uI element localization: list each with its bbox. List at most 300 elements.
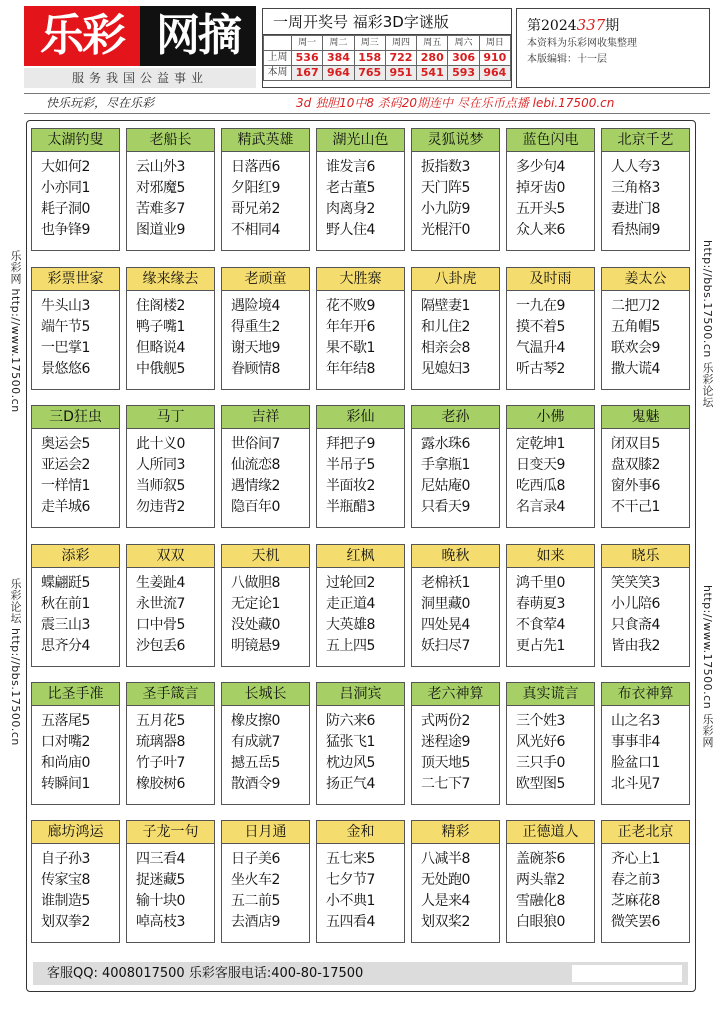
- side-text-right-top: http://bbs.17500.cn 乐彩论坛: [701, 240, 714, 408]
- cell-title: 鬼魅: [602, 406, 689, 429]
- cell-item: 去酒店9: [231, 914, 280, 930]
- cell-item: 野人住4: [326, 222, 375, 238]
- issue-prefix: 第2024: [527, 18, 577, 34]
- cell-title: 圣手箴言: [127, 683, 214, 706]
- cell-items: [602, 844, 689, 933]
- forecast-cell: [31, 128, 120, 251]
- forecast-cell: [31, 820, 120, 943]
- cell-item: 划双拳2: [41, 914, 90, 930]
- cell-item: 耗子洞0: [41, 201, 90, 217]
- cell-item: 无定论1: [231, 596, 280, 612]
- draw-day-2: 周三: [354, 36, 385, 51]
- cell-item: 秋在前1: [41, 596, 90, 612]
- cell-item: 看热闹9: [611, 222, 660, 238]
- cell-title: 精彩: [412, 821, 499, 844]
- cell-title: 双双: [127, 545, 214, 568]
- cell-item: 谁发言6: [326, 159, 375, 175]
- cell-item: 气温升4: [516, 340, 565, 356]
- cell-item: 吃西瓜8: [516, 478, 565, 494]
- draw-table: [263, 35, 511, 81]
- cell-item: 盘双膝2: [611, 457, 660, 473]
- cell-item: 夕阳红9: [231, 180, 280, 196]
- cell-item: 三只手0: [516, 755, 565, 771]
- cell-item: 也争锋9: [41, 222, 90, 238]
- cell-item: 日子美6: [231, 851, 280, 867]
- cell-item: 春之前3: [611, 872, 660, 888]
- draw-number: 167: [292, 66, 323, 81]
- cell-item: 没处藏0: [231, 617, 280, 633]
- cell-item: 窗外事6: [611, 478, 660, 494]
- footer-contact: 客服QQ: 4008017500 乐彩客服电话:400-80-17500: [47, 966, 364, 981]
- cell-item: 此十义0: [136, 436, 185, 452]
- forecast-cell: [506, 267, 595, 390]
- forecast-cell: [126, 405, 215, 528]
- cell-items: [32, 706, 119, 795]
- cell-items: [222, 706, 309, 795]
- forecast-cell: [601, 267, 690, 390]
- forecast-cell: [316, 820, 405, 943]
- cell-item: 对邪魔5: [136, 180, 185, 196]
- draw-number: 765: [354, 66, 385, 81]
- forecast-cell: [221, 544, 310, 667]
- tagline-right: 3d 独胆10中8 杀码20期连中 尽在乐币点播 lebi.17500.cn: [296, 96, 615, 110]
- cell-item: 橡皮擦0: [231, 713, 280, 729]
- cell-item: 蝶翩跹5: [41, 575, 90, 591]
- cell-title: 八卦虎: [412, 268, 499, 291]
- cell-title: 比圣手准: [32, 683, 119, 706]
- cell-item: 顶天地5: [421, 755, 470, 771]
- cell-item: 半吊子5: [326, 457, 375, 473]
- cell-item: 脸盆口1: [611, 755, 660, 771]
- cell-items: [507, 568, 594, 657]
- forecast-cell: [601, 128, 690, 251]
- cell-item: 大如何2: [41, 159, 90, 175]
- forecast-cell: [506, 682, 595, 805]
- cell-item: 小九防9: [421, 201, 470, 217]
- cell-items: [602, 152, 689, 241]
- forecast-cell: [601, 544, 690, 667]
- logo: [24, 6, 256, 66]
- cell-item: 日变天9: [516, 457, 565, 473]
- cell-items: [127, 568, 214, 657]
- cell-items: [317, 568, 404, 657]
- forecast-cell: [221, 820, 310, 943]
- cell-item: 微笑罢6: [611, 914, 660, 930]
- cell-items: [317, 291, 404, 380]
- cell-item: 沙包丢6: [136, 638, 185, 654]
- cell-title: 如来: [507, 545, 594, 568]
- editor-note: 本版编辑：十一层: [527, 54, 607, 65]
- cell-item: 肉离身2: [326, 201, 375, 217]
- draw-number: 722: [385, 51, 416, 66]
- cell-items: [32, 152, 119, 241]
- cell-title: 老孙: [412, 406, 499, 429]
- footer: [33, 962, 688, 985]
- forecast-cell: [221, 682, 310, 805]
- cell-item: 坐火车2: [231, 872, 280, 888]
- cell-item: 日落西6: [231, 159, 280, 175]
- draw-number: 964: [323, 66, 354, 81]
- cell-items: [127, 152, 214, 241]
- forecast-cell: [221, 267, 310, 390]
- cell-item: 撒大谎4: [611, 361, 660, 377]
- cell-item: 端午节5: [41, 319, 90, 335]
- cell-item: 手拿瓶1: [421, 457, 470, 473]
- cell-item: 人是来4: [421, 893, 470, 909]
- cell-item: 风光好6: [516, 734, 565, 750]
- cell-item: 防六来6: [326, 713, 375, 729]
- cell-items: [127, 291, 214, 380]
- forecast-cell: [506, 820, 595, 943]
- cell-item: 只看天9: [421, 499, 470, 515]
- draw-row-label: 本周: [264, 66, 292, 81]
- logo-right: 网摘: [140, 6, 256, 66]
- draw-day-1: 周二: [323, 36, 354, 51]
- cell-items: [412, 291, 499, 380]
- cell-item: 二七下7: [421, 776, 470, 792]
- cell-title: 红枫: [317, 545, 404, 568]
- cell-items: [317, 429, 404, 518]
- cell-item: 图道业9: [136, 222, 185, 238]
- cell-item: 不相同4: [231, 222, 280, 238]
- cell-item: 山之名3: [611, 713, 660, 729]
- cell-item: 半面妆2: [326, 478, 375, 494]
- cell-item: 橡胶树6: [136, 776, 185, 792]
- forecast-cell: [506, 405, 595, 528]
- cell-item: 小亦同1: [41, 180, 90, 196]
- forecast-cell: [411, 267, 500, 390]
- cell-items: [32, 844, 119, 933]
- tagline: [24, 94, 710, 114]
- cell-item: 妖扫尽7: [421, 638, 470, 654]
- forecast-cell: [31, 682, 120, 805]
- forecast-cell: [411, 820, 500, 943]
- cell-title: 马丁: [127, 406, 214, 429]
- cell-title: 灵狐说梦: [412, 129, 499, 152]
- cell-title: 精武英雄: [222, 129, 309, 152]
- cell-item: 五落尾5: [41, 713, 90, 729]
- forecast-cell: [126, 267, 215, 390]
- draw-day-0: 周一: [292, 36, 323, 51]
- draw-day-5: 周六: [448, 36, 479, 51]
- draw-day-6: 周日: [479, 36, 510, 51]
- cell-item: 众人来6: [516, 222, 565, 238]
- cell-item: 过轮回2: [326, 575, 375, 591]
- cell-item: 转瞬间1: [41, 776, 90, 792]
- forecast-cell: [126, 128, 215, 251]
- cell-items: [127, 844, 214, 933]
- cell-item: 半瓶醋3: [326, 499, 375, 515]
- cell-item: 不干己1: [611, 499, 660, 515]
- cell-item: 思齐分4: [41, 638, 90, 654]
- cell-item: 白眼狼0: [516, 914, 565, 930]
- cell-item: 式两份2: [421, 713, 470, 729]
- draw-number: 536: [292, 51, 323, 66]
- cell-item: 永世流7: [136, 596, 185, 612]
- forecast-cell: [316, 267, 405, 390]
- cell-item: 枕边风5: [326, 755, 375, 771]
- forecast-cell: [221, 405, 310, 528]
- cell-item: 大英雄8: [326, 617, 375, 633]
- cell-item: 不食荤4: [516, 617, 565, 633]
- cell-item: 花不败9: [326, 298, 375, 314]
- forecast-cell: [411, 682, 500, 805]
- tagline-left: 快乐玩彩，尽在乐彩: [46, 96, 155, 110]
- cell-item: 自子孙3: [41, 851, 90, 867]
- cell-items: [222, 429, 309, 518]
- cell-title: 彩仙: [317, 406, 404, 429]
- cell-items: [602, 291, 689, 380]
- cell-title: 彩票世家: [32, 268, 119, 291]
- cell-item: 谁制造5: [41, 893, 90, 909]
- cell-item: 仙流恋8: [231, 457, 280, 473]
- cell-item: 多少句4: [516, 159, 565, 175]
- logo-left: 乐彩: [24, 6, 140, 66]
- forecast-cell: [506, 544, 595, 667]
- cell-items: [412, 429, 499, 518]
- forecast-cell: [126, 820, 215, 943]
- cell-title: 廊坊鸿运: [32, 821, 119, 844]
- cell-item: 四三看4: [136, 851, 185, 867]
- cell-item: 生姜趾4: [136, 575, 185, 591]
- issue-number: [527, 15, 699, 36]
- cell-item: 听古琴2: [516, 361, 565, 377]
- cell-item: 散酒令9: [231, 776, 280, 792]
- draw-row-label: 上周: [264, 51, 292, 66]
- cell-title: 真实谎言: [507, 683, 594, 706]
- cell-item: 和儿住2: [421, 319, 470, 335]
- cell-title: 添彩: [32, 545, 119, 568]
- cell-item: 捉迷藏5: [136, 872, 185, 888]
- cell-item: 七夕节7: [326, 872, 375, 888]
- cell-items: [127, 706, 214, 795]
- forecast-cell: [221, 128, 310, 251]
- cell-item: 果不歇1: [326, 340, 375, 356]
- cell-items: [32, 291, 119, 380]
- cell-item: 天门阵5: [421, 180, 470, 196]
- cell-title: 北京千艺: [602, 129, 689, 152]
- cell-items: [507, 706, 594, 795]
- cell-item: 亚运会2: [41, 457, 90, 473]
- cell-items: [317, 706, 404, 795]
- cell-items: [412, 844, 499, 933]
- cell-title: 三D狂虫: [32, 406, 119, 429]
- cell-title: 长城长: [222, 683, 309, 706]
- cell-item: 名言录4: [516, 499, 565, 515]
- forecast-cell: [31, 544, 120, 667]
- draw-day-4: 周五: [417, 36, 448, 51]
- side-text-right-bottom: http://www.17500.cn 乐彩网: [701, 585, 714, 748]
- cell-items: [317, 152, 404, 241]
- cell-title: 子龙一句: [127, 821, 214, 844]
- cell-title: 老船长: [127, 129, 214, 152]
- cell-item: 景悠悠6: [41, 361, 90, 377]
- cell-item: 五上四5: [326, 638, 375, 654]
- cell-title: 正德道人: [507, 821, 594, 844]
- draw-title: 一周开奖号 福彩3D字谜版: [263, 9, 511, 35]
- cell-items: [507, 429, 594, 518]
- cell-item: 一巴掌1: [41, 340, 90, 356]
- cell-item: 隐百年0: [231, 499, 280, 515]
- cell-item: 扳指数3: [421, 159, 470, 175]
- cell-item: 当师叙5: [136, 478, 185, 494]
- cell-item: 八做胆8: [231, 575, 280, 591]
- cell-items: [602, 706, 689, 795]
- cell-items: [32, 568, 119, 657]
- forecast-cell: [316, 682, 405, 805]
- forecast-cell: [411, 544, 500, 667]
- cell-item: 无处跑0: [421, 872, 470, 888]
- forecast-cell: [31, 267, 120, 390]
- draw-number: 306: [448, 51, 479, 66]
- cell-title: 大胜寨: [317, 268, 404, 291]
- draw-number: 593: [448, 66, 479, 81]
- cell-item: 年年结8: [326, 361, 375, 377]
- cell-items: [317, 844, 404, 933]
- cell-items: [222, 152, 309, 241]
- cell-item: 奥运会5: [41, 436, 90, 452]
- cell-items: [412, 152, 499, 241]
- cell-item: 五二前5: [231, 893, 280, 909]
- cell-item: 和尚庙0: [41, 755, 90, 771]
- cell-item: 盖碗茶6: [516, 851, 565, 867]
- cell-title: 蓝色闪电: [507, 129, 594, 152]
- cell-title: 吉祥: [222, 406, 309, 429]
- cell-item: 五四看4: [326, 914, 375, 930]
- cell-item: 一九在9: [516, 298, 565, 314]
- cell-item: 口中骨5: [136, 617, 185, 633]
- cell-item: 遇情缘2: [231, 478, 280, 494]
- cell-item: 扬正气4: [326, 776, 375, 792]
- cell-items: [222, 844, 309, 933]
- forecast-cell: [316, 544, 405, 667]
- cell-item: 欧型图5: [516, 776, 565, 792]
- cell-item: 尼姑庵0: [421, 478, 470, 494]
- cell-items: [507, 291, 594, 380]
- cell-title: 布衣神算: [602, 683, 689, 706]
- cell-title: 老顽童: [222, 268, 309, 291]
- cell-item: 芝麻花8: [611, 893, 660, 909]
- cell-title: 及时雨: [507, 268, 594, 291]
- cell-item: 联欢会9: [611, 340, 660, 356]
- cell-item: 中俄舰5: [136, 361, 185, 377]
- cell-item: 两头靠2: [516, 872, 565, 888]
- forecast-cell: [31, 405, 120, 528]
- cell-item: 相亲会8: [421, 340, 470, 356]
- cell-item: 传家宝8: [41, 872, 90, 888]
- forecast-cell: [411, 405, 500, 528]
- source-note: 本资料为乐彩网收集整理: [527, 38, 637, 49]
- cell-title: 正老北京: [602, 821, 689, 844]
- cell-item: 只食斋4: [611, 617, 660, 633]
- cell-item: 竹子叶7: [136, 755, 185, 771]
- cell-item: 但略说4: [136, 340, 185, 356]
- forecast-cell: [411, 128, 500, 251]
- cell-item: 更占先1: [516, 638, 565, 654]
- slogan: 服务我国公益事业: [24, 68, 256, 88]
- draw-day-3: 周四: [385, 36, 416, 51]
- cell-item: 一样情1: [41, 478, 90, 494]
- cell-item: 谢天地9: [231, 340, 280, 356]
- cell-item: 洞里藏0: [421, 596, 470, 612]
- cell-item: 齐心上1: [611, 851, 660, 867]
- forecast-cell: [601, 682, 690, 805]
- cell-item: 明镜悬9: [231, 638, 280, 654]
- cell-item: 年年开6: [326, 319, 375, 335]
- cell-item: 五七来5: [326, 851, 375, 867]
- cell-title: 金和: [317, 821, 404, 844]
- draw-number: 158: [354, 51, 385, 66]
- cell-items: [602, 429, 689, 518]
- cell-item: 得重生2: [231, 319, 280, 335]
- cell-item: 人所同3: [136, 457, 185, 473]
- cell-item: 五角帽5: [611, 319, 660, 335]
- issue-box: [516, 8, 710, 88]
- cell-item: 啅高枝3: [136, 914, 185, 930]
- draw-number: 964: [479, 66, 510, 81]
- cell-title: 晓乐: [602, 545, 689, 568]
- cell-item: 摸不着5: [516, 319, 565, 335]
- forecast-cell: [316, 405, 405, 528]
- cell-title: 湖光山色: [317, 129, 404, 152]
- cell-item: 春萌夏3: [516, 596, 565, 612]
- cell-items: [222, 291, 309, 380]
- cell-item: 眷顾情8: [231, 361, 280, 377]
- cell-items: [507, 152, 594, 241]
- cell-item: 掉牙齿0: [516, 180, 565, 196]
- cell-item: 老古董5: [326, 180, 375, 196]
- cell-items: [32, 429, 119, 518]
- cell-item: 老棉袄1: [421, 575, 470, 591]
- cell-item: 北斗见7: [611, 776, 660, 792]
- draw-number: 384: [323, 51, 354, 66]
- cell-item: 走正道4: [326, 596, 375, 612]
- cell-item: 五月花5: [136, 713, 185, 729]
- weekly-draw-box: [262, 8, 512, 88]
- cell-item: 隔壁妻1: [421, 298, 470, 314]
- cell-item: 世俗间7: [231, 436, 280, 452]
- cell-items: [127, 429, 214, 518]
- cell-item: 八减半8: [421, 851, 470, 867]
- cell-title: 太湖钓叟: [32, 129, 119, 152]
- cell-item: 小儿陪6: [611, 596, 660, 612]
- cell-item: 走羊城6: [41, 499, 90, 515]
- forecast-cell: [316, 128, 405, 251]
- cell-item: 定乾坤1: [516, 436, 565, 452]
- cell-item: 事事非4: [611, 734, 660, 750]
- issue-num: 337: [576, 16, 606, 34]
- issue-suffix: 期: [605, 18, 620, 34]
- side-text-left-bottom: 乐彩论坛 http://bbs.17500.cn: [9, 578, 22, 746]
- cell-title: 晚秋: [412, 545, 499, 568]
- cell-item: 露水珠6: [421, 436, 470, 452]
- forecast-cell: [126, 544, 215, 667]
- cell-item: 哥兄弟2: [231, 201, 280, 217]
- cell-item: 苦难多7: [136, 201, 185, 217]
- cell-item: 鸭子嘴1: [136, 319, 185, 335]
- cell-item: 雪融化8: [516, 893, 565, 909]
- cell-title: 天机: [222, 545, 309, 568]
- cell-item: 人人夸3: [611, 159, 660, 175]
- footer-box: [572, 965, 682, 982]
- cell-item: 有成就7: [231, 734, 280, 750]
- cell-item: 输十块0: [136, 893, 185, 909]
- cell-item: 皆由我2: [611, 638, 660, 654]
- cell-item: 猛张飞1: [326, 734, 375, 750]
- cell-title: 小佛: [507, 406, 594, 429]
- cell-item: 遇险境4: [231, 298, 280, 314]
- cell-items: [412, 706, 499, 795]
